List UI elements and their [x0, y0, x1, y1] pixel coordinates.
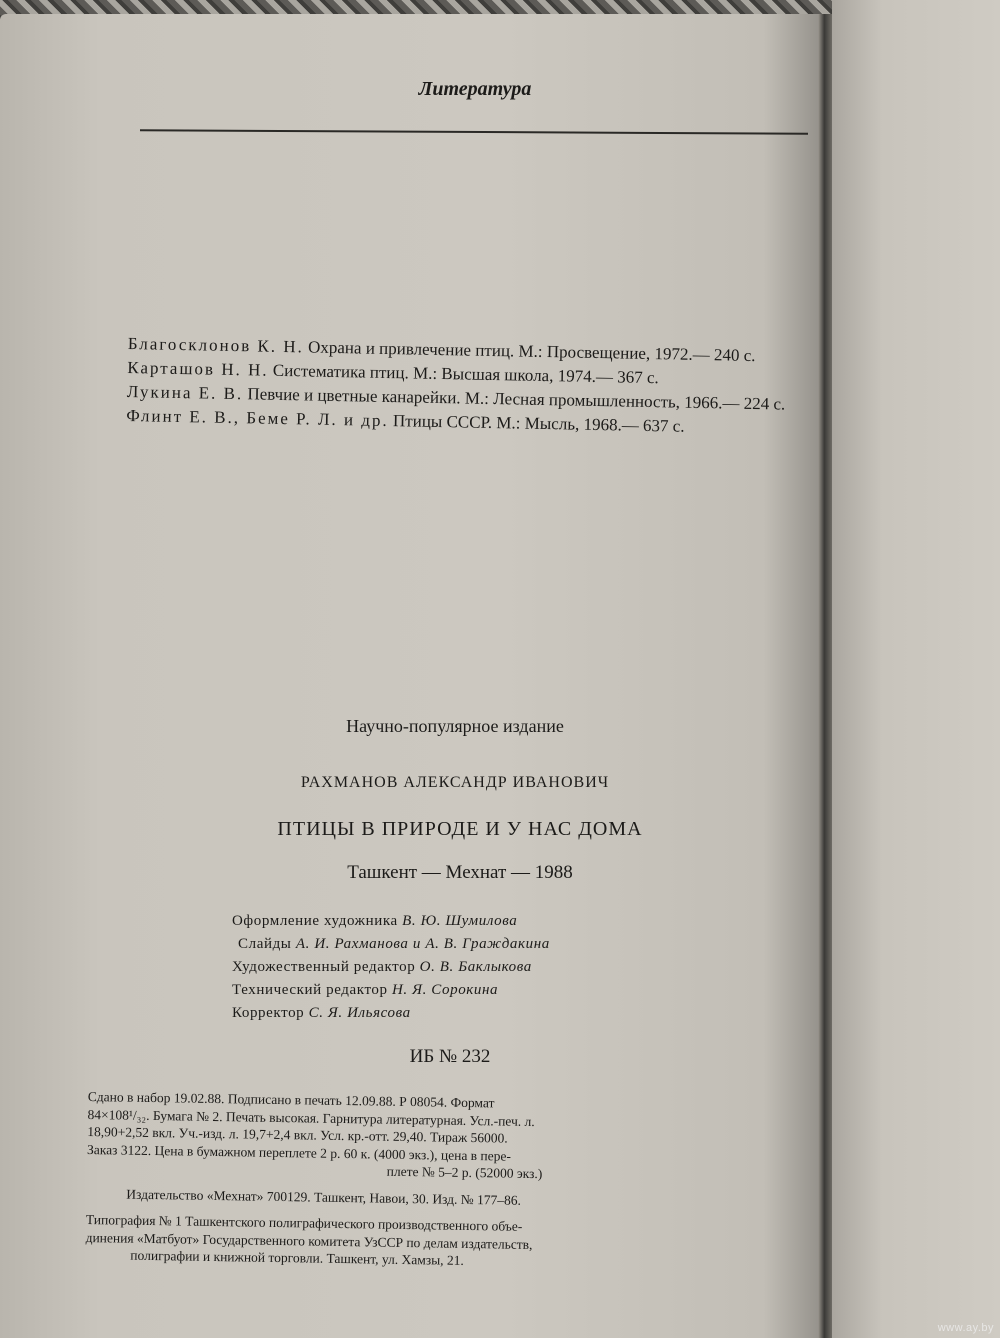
- credit-person: О. В. Баклыкова: [419, 959, 532, 975]
- credit-person: В. Ю. Шумилова: [402, 913, 518, 929]
- imprint-line: динения «Матбуот» Государственного комитета УзССР по делам издательств,: [85, 1229, 533, 1252]
- right-page: [832, 0, 1000, 1338]
- credit-role: Технический редактор: [232, 982, 388, 998]
- edition-kind: Научно-популярное издание: [346, 716, 564, 736]
- imprint-line: 84×108¹/₃₂. Бумага № 2. Печать высокая. Гарнитура литературная. Усл.-печ. л.: [87, 1106, 535, 1129]
- credit-line: [232, 979, 712, 1002]
- entry-text: Птицы СССР. М.: Мысль, 1968.— 637 с.: [392, 411, 685, 436]
- entry-author: Флинт Е. В., Беме Р. Л. и др.: [126, 405, 389, 431]
- imprint-line: 18,90+2,52 вкл. Уч.-изд. л. 19,7+2,4 вкл. Усл. кр.-отт. 29,40. Тираж 56000.: [87, 1123, 508, 1146]
- entry-author: Благосклонов К. Н.: [127, 333, 305, 357]
- ib-number: ИБ № 232: [409, 1046, 491, 1067]
- credits-list: [232, 910, 712, 1025]
- entry-text: Систематика птиц. М.: Высшая школа, 1974.— 367 с.: [272, 360, 659, 388]
- imprint-line: Заказ 3122. Цена в бумажном переплете 2 р. 60 к. (4000 экз.), цена в пере-: [86, 1141, 512, 1164]
- print-details: [87, 1088, 796, 1187]
- book-title: ПТИЦЫ В ПРИРОДЕ И У НАС ДОМА: [277, 818, 643, 840]
- entry-text: Певчие и цветные канарейки. М.: Лесная промышленность, 1966.— 224 с.: [247, 384, 786, 414]
- imprint-line: плете № 5–2 р. (52000 экз.): [386, 1163, 543, 1182]
- entry-text: Охрана и привлечение птиц. М.: Просвещение, 1972.— 240 с.: [307, 337, 756, 366]
- entry-author: Лукина Е. В.: [126, 381, 244, 404]
- book-gutter: [818, 14, 832, 1338]
- publisher-city-line: Ташкент — Мехнат — 1988: [347, 862, 573, 883]
- credit-role: Слайды: [238, 936, 292, 952]
- bibliography-list: [126, 333, 813, 442]
- imprint-line: Типография № 1 Ташкентского полиграфического производственного объе-: [85, 1211, 523, 1234]
- entry-author: Карташов Н. Н.: [127, 357, 269, 380]
- imprint-block: [85, 1088, 796, 1284]
- credit-role: Художественный редактор: [232, 959, 416, 975]
- credit-line: [232, 933, 712, 956]
- page-title: Литература: [418, 78, 532, 100]
- credit-person: Н. Я. Сорокина: [392, 982, 499, 998]
- imprint-line: полиграфии и книжной торговли. Ташкент, ул. Хамзы, 21.: [130, 1247, 464, 1268]
- watermark: www.ay.by: [937, 1322, 994, 1334]
- credit-line: [232, 1002, 712, 1025]
- credit-role: Корректор: [232, 1005, 305, 1021]
- credit-line: [232, 910, 712, 933]
- book-author: РАХМАНОВ АЛЕКСАНДР ИВАНОВИЧ: [300, 774, 610, 791]
- credit-person: С. Я. Ильясова: [308, 1005, 411, 1021]
- publisher-address: Издательство «Мехнат» 700129. Ташкент, Навои, 30. Изд. № 177–86.: [126, 1186, 522, 1208]
- printing-house: [85, 1211, 794, 1275]
- credit-person: А. И. Рахманова и А. В. Граждакина: [295, 936, 550, 952]
- credit-role: Оформление художника: [232, 913, 398, 929]
- imprint-line: Сдано в набор 19.02.88. Подписано в печать 12.09.88. Р 08054. Формат: [87, 1088, 495, 1111]
- credit-line: [232, 956, 712, 979]
